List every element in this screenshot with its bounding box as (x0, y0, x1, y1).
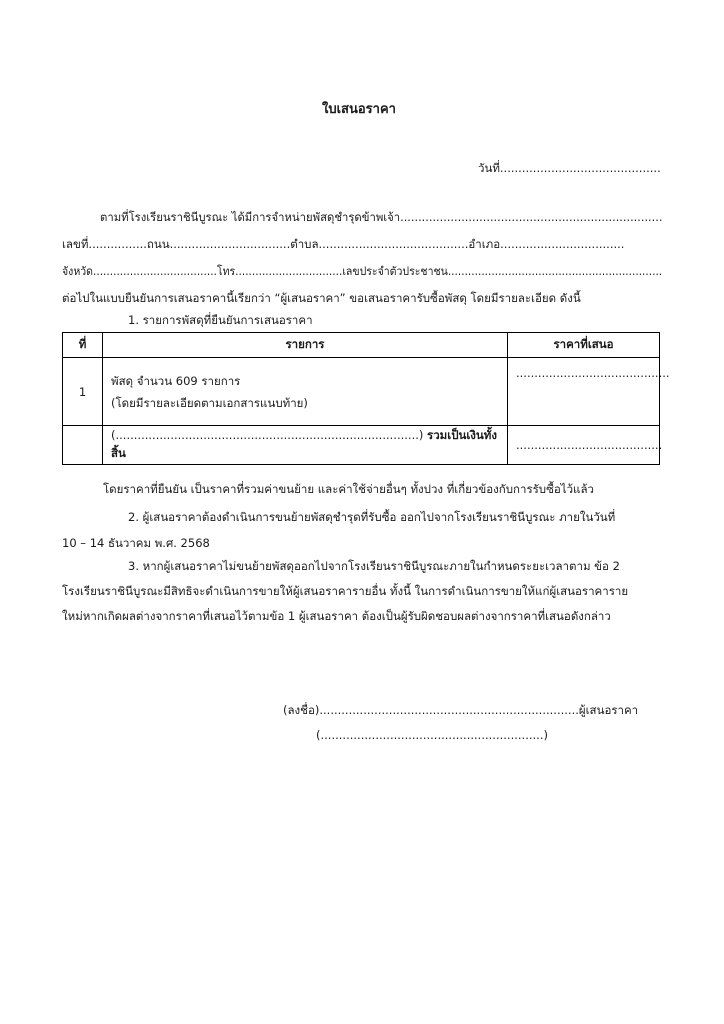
row-item-line1: พัสดุ จำนวน 609 รายการ (111, 373, 241, 388)
header-no: ที่ (63, 333, 103, 358)
item3-line1: 3. หากผู้เสนอราคาไม่ขนย้ายพัสดุออกไปจากโรงเรียนราชินีบูรณะภายในกำหนดระยะเวลาตาม ข้อ 2 (128, 559, 620, 573)
row-item-line2: (โดยมีรายละเอียดตามเอกสารแนบท้าย) (111, 395, 308, 410)
date-line: วันที่............................................ (478, 161, 661, 175)
para1-line3: จังหวัด.....................................โทร................................เลขประจำตัวประชาชน................................................................ (62, 264, 663, 278)
row-item (103, 358, 508, 426)
row-price: .......................................... (508, 358, 660, 426)
item3-line3: ใหม่หากเกิดผลต่างจากราคาที่เสนอไว้ตามข้อ 1 ผู้เสนอราคา ต้องเป็นผู้รับผิดชอบผลต่างจากราคาที่เสนอดังกล่าว (62, 609, 611, 623)
table-row (63, 358, 660, 426)
total-words: (...................................................................................) (111, 428, 428, 442)
header-price: ราคาที่เสนอ (508, 333, 660, 358)
total-row (63, 426, 660, 465)
para1-line4: ต่อไปในแบบยืนยันการเสนอราคานี้เรียกว่า “ผู้เสนอราคา” ขอเสนอราคารับซื้อพัสดุ โดยมีรายละเอียด ดังนี้ (62, 291, 581, 305)
para1-line1: ตามที่โรงเรียนราชินีบูรณะ ได้มีการจำหน่ายพัสดุชำรุดข้าพเจ้า......................................................................... (100, 210, 663, 224)
table-header-row (63, 333, 660, 358)
header-item: รายการ (103, 333, 508, 358)
item2-line1: 2. ผู้เสนอราคาต้องดำเนินการขนย้ายพัสดุชำรุดที่รับซื้อ ออกไปจากโรงเรียนราชินีบูรณะ ภายในวันที่ (128, 510, 616, 524)
item3-line2: โรงเรียนราชินีบูรณะมีสิทธิจะดำเนินการขายให้ผู้เสนอราคารายอื่น ทั้งนี้ ในการดำเนินการขายให้แก่ผู้เสนอราคาราย (62, 584, 629, 598)
total-label: รวมเป็นเงินทั้งสิ้น (111, 428, 497, 460)
total-amount: ........................................ (508, 426, 660, 465)
total-no-cell (63, 426, 103, 465)
document-title: ใบเสนอราคา (322, 102, 396, 117)
after-table-text: โดยราคาที่ยืนยัน เป็นราคาที่รวมค่าขนย้าย และค่าใช้จ่ายอื่นๆ ทั้งปวง ที่เกี่ยวข้องกับการรับซื้อไว้แล้ว (103, 482, 594, 496)
item1-heading: 1. รายการพัสดุที่ยืนยันการเสนอราคา (128, 313, 313, 327)
bid-items-table (62, 332, 670, 465)
total-words-cell (103, 426, 508, 465)
row-no: 1 (63, 358, 103, 426)
para1-line2: เลขที่................ถนน.................................ตำบล.........................................อำเภอ.................................. (62, 237, 625, 251)
item2-line2: 10 – 14 ธันวาคม พ.ศ. 2568 (62, 536, 210, 550)
signature-line: (ลงชื่อ).......................................................................ผู้เสนอราคา (283, 703, 639, 717)
signature-name-line: (.............................................................) (316, 728, 548, 742)
